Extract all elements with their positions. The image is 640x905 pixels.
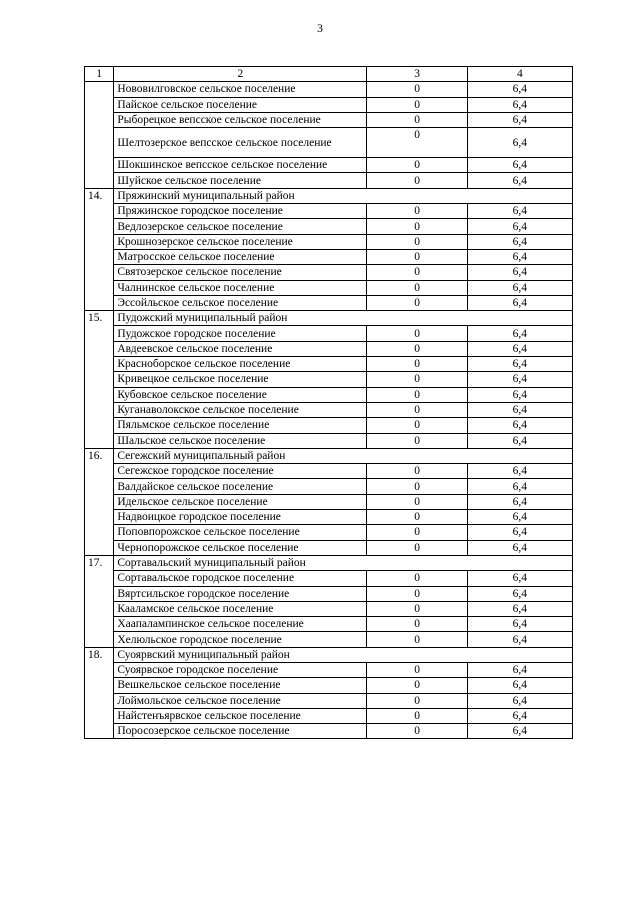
table-row: [85, 372, 573, 387]
value-col3: 0: [367, 494, 467, 509]
settlement-name: Идельское сельское поселение: [114, 494, 367, 509]
number-cell: [85, 219, 114, 234]
value-col4: 6,4: [467, 464, 572, 479]
value-col3: 0: [367, 387, 467, 402]
allocation-table: [84, 66, 573, 739]
value-col3: 0: [367, 82, 467, 97]
table-row: [85, 295, 573, 310]
value-col4: 6,4: [467, 234, 572, 249]
value-col4: 6,4: [467, 341, 572, 356]
value-col3: 0: [367, 617, 467, 632]
settlement-name: Вешкельское сельское поселение: [114, 678, 367, 693]
value-col4: 6,4: [467, 571, 572, 586]
settlement-name: Сегежское городское поселение: [114, 464, 367, 479]
table-row: [85, 387, 573, 402]
table-row: [85, 662, 573, 677]
value-col4: 6,4: [467, 204, 572, 219]
settlement-name: Пряжинское городское поселение: [114, 204, 367, 219]
value-col3: 0: [367, 540, 467, 555]
table-row: [85, 617, 573, 632]
district-row: [85, 555, 573, 570]
value-col4: 6,4: [467, 128, 572, 158]
value-col3: 0: [367, 219, 467, 234]
value-col4: 6,4: [467, 418, 572, 433]
table-row: [85, 204, 573, 219]
settlement-name: Пяльмское сельское поселение: [114, 418, 367, 433]
table-row: [85, 173, 573, 188]
value-col4: 6,4: [467, 494, 572, 509]
settlement-name: Поросозерское сельское поселение: [114, 724, 367, 739]
settlement-name: Рыборецкое вепсское сельское поселение: [114, 112, 367, 127]
settlement-name: Нововилговское сельское поселение: [114, 82, 367, 97]
table-body: [85, 67, 573, 739]
number-cell: [85, 326, 114, 341]
settlement-name: Матросское сельское поселение: [114, 249, 367, 264]
district-name: Пудожский муниципальный район: [114, 311, 573, 326]
table-row: [85, 128, 573, 158]
settlement-name: Кааламское сельское поселение: [114, 601, 367, 616]
table-row: [85, 632, 573, 647]
district-number: 18.: [85, 647, 114, 662]
settlement-name: Найстенъярвское сельское поселение: [114, 708, 367, 723]
number-cell: [85, 693, 114, 708]
number-cell: [85, 525, 114, 540]
value-col3: 0: [367, 265, 467, 280]
district-name: Сегежский муниципальный район: [114, 448, 573, 463]
settlement-name: Шокшинское вепсское сельское поселение: [114, 158, 367, 173]
value-col4: 6,4: [467, 158, 572, 173]
number-cell: [85, 265, 114, 280]
table-row: [85, 433, 573, 448]
number-cell: [85, 128, 114, 158]
value-col4: 6,4: [467, 693, 572, 708]
table-row: [85, 357, 573, 372]
number-cell: [85, 510, 114, 525]
number-cell: [85, 82, 114, 97]
number-cell: [85, 204, 114, 219]
number-cell: [85, 357, 114, 372]
number-cell: [85, 494, 114, 509]
settlement-name: Авдеевское сельское поселение: [114, 341, 367, 356]
settlement-name: Вяртсильское городское поселение: [114, 586, 367, 601]
settlement-name: Эссойльское сельское поселение: [114, 295, 367, 310]
value-col3: 0: [367, 158, 467, 173]
value-col4: 6,4: [467, 387, 572, 402]
value-col4: 6,4: [467, 402, 572, 417]
table-row: [85, 708, 573, 723]
value-col3: 0: [367, 479, 467, 494]
table-row: [85, 341, 573, 356]
settlement-name: Поповпорожское сельское поселение: [114, 525, 367, 540]
value-col4: 6,4: [467, 82, 572, 97]
value-col4: 6,4: [467, 97, 572, 112]
settlement-name: Шелтозерское вепсское сельское поселение: [114, 128, 367, 158]
value-col4: 6,4: [467, 510, 572, 525]
number-cell: [85, 97, 114, 112]
district-row: [85, 448, 573, 463]
value-col4: 6,4: [467, 219, 572, 234]
value-col3: 0: [367, 234, 467, 249]
value-col3: 0: [367, 97, 467, 112]
value-col3: 0: [367, 173, 467, 188]
settlement-name: Шальское сельское поселение: [114, 433, 367, 448]
number-cell: [85, 540, 114, 555]
table-row: [85, 601, 573, 616]
district-number: 16.: [85, 448, 114, 463]
value-col4: 6,4: [467, 280, 572, 295]
value-col4: 6,4: [467, 173, 572, 188]
value-col4: 6,4: [467, 724, 572, 739]
settlement-name: Пайское сельское поселение: [114, 97, 367, 112]
header-cell: 2: [114, 67, 367, 82]
value-col3: 0: [367, 464, 467, 479]
number-cell: [85, 586, 114, 601]
district-number: 14.: [85, 188, 114, 203]
number-cell: [85, 433, 114, 448]
settlement-name: Кривецкое сельское поселение: [114, 372, 367, 387]
value-col3: 0: [367, 433, 467, 448]
district-number: 15.: [85, 311, 114, 326]
value-col4: 6,4: [467, 249, 572, 264]
number-cell: [85, 724, 114, 739]
settlement-name: Чалнинское сельское поселение: [114, 280, 367, 295]
settlement-name: Ведлозерское сельское поселение: [114, 219, 367, 234]
number-cell: [85, 479, 114, 494]
value-col4: 6,4: [467, 632, 572, 647]
district-number: 17.: [85, 555, 114, 570]
table-header-row: [85, 67, 573, 82]
value-col3: 0: [367, 249, 467, 264]
table-row: [85, 724, 573, 739]
page-number: 3: [317, 21, 323, 35]
table-row: [85, 678, 573, 693]
number-cell: [85, 601, 114, 616]
header-cell: 1: [85, 67, 114, 82]
value-col3: 0: [367, 586, 467, 601]
value-col4: 6,4: [467, 479, 572, 494]
value-col4: 6,4: [467, 525, 572, 540]
value-col4: 6,4: [467, 112, 572, 127]
settlement-name: Куганаволокское сельское поселение: [114, 402, 367, 417]
number-cell: [85, 295, 114, 310]
table-row: [85, 326, 573, 341]
table-row: [85, 158, 573, 173]
value-col3: 0: [367, 295, 467, 310]
district-name: Сортавальский муниципальный район: [114, 555, 573, 570]
number-cell: [85, 341, 114, 356]
number-cell: [85, 708, 114, 723]
table-row: [85, 402, 573, 417]
value-col3: 0: [367, 693, 467, 708]
value-col4: 6,4: [467, 433, 572, 448]
value-col3: 0: [367, 662, 467, 677]
number-cell: [85, 387, 114, 402]
settlement-name: Хелюльское городское поселение: [114, 632, 367, 647]
settlement-name: Красноборское сельское поселение: [114, 357, 367, 372]
value-col4: 6,4: [467, 662, 572, 677]
number-cell: [85, 571, 114, 586]
table-row: [85, 418, 573, 433]
number-cell: [85, 372, 114, 387]
value-col3: 0: [367, 510, 467, 525]
value-col3: 0: [367, 418, 467, 433]
value-col4: 6,4: [467, 586, 572, 601]
number-cell: [85, 464, 114, 479]
value-col3: 0: [367, 601, 467, 616]
number-cell: [85, 678, 114, 693]
table-row: [85, 479, 573, 494]
value-col3: 0: [367, 402, 467, 417]
table-row: [85, 540, 573, 555]
table-row: [85, 265, 573, 280]
table-row: [85, 97, 573, 112]
value-col3: 0: [367, 525, 467, 540]
number-cell: [85, 662, 114, 677]
settlement-name: Хаапалампинское сельское поселение: [114, 617, 367, 632]
table-row: [85, 525, 573, 540]
settlement-name: Кубовское сельское поселение: [114, 387, 367, 402]
value-col4: 6,4: [467, 357, 572, 372]
settlement-name: Крошнозерское сельское поселение: [114, 234, 367, 249]
value-col3: 0: [367, 341, 467, 356]
number-cell: [85, 402, 114, 417]
number-cell: [85, 632, 114, 647]
number-cell: [85, 249, 114, 264]
value-col3: 0: [367, 204, 467, 219]
value-col3: 0: [367, 571, 467, 586]
value-col3: 0: [367, 678, 467, 693]
value-col4: 6,4: [467, 265, 572, 280]
settlement-name: Надвоицкое городское поселение: [114, 510, 367, 525]
header-cell: 4: [467, 67, 572, 82]
table-row: [85, 280, 573, 295]
value-col3: 0: [367, 128, 467, 158]
value-col4: 6,4: [467, 540, 572, 555]
settlement-name: Святозерское сельское поселение: [114, 265, 367, 280]
settlement-name: Лоймольское сельское поселение: [114, 693, 367, 708]
value-col4: 6,4: [467, 372, 572, 387]
value-col4: 6,4: [467, 326, 572, 341]
table-row: [85, 249, 573, 264]
number-cell: [85, 173, 114, 188]
district-row: [85, 647, 573, 662]
number-cell: [85, 617, 114, 632]
value-col3: 0: [367, 280, 467, 295]
number-cell: [85, 112, 114, 127]
settlement-name: Шуйское сельское поселение: [114, 173, 367, 188]
value-col3: 0: [367, 357, 467, 372]
table-row: [85, 586, 573, 601]
table-row: [85, 571, 573, 586]
table-row: [85, 82, 573, 97]
number-cell: [85, 158, 114, 173]
settlement-name: Суоярвское городское поселение: [114, 662, 367, 677]
value-col4: 6,4: [467, 678, 572, 693]
table-row: [85, 234, 573, 249]
table-row: [85, 219, 573, 234]
number-cell: [85, 418, 114, 433]
table-row: [85, 464, 573, 479]
value-col4: 6,4: [467, 601, 572, 616]
table-row: [85, 494, 573, 509]
value-col3: 0: [367, 112, 467, 127]
value-col3: 0: [367, 632, 467, 647]
table-row: [85, 693, 573, 708]
settlement-name: Сортавальское городское поселение: [114, 571, 367, 586]
value-col3: 0: [367, 326, 467, 341]
value-col4: 6,4: [467, 708, 572, 723]
value-col3: 0: [367, 372, 467, 387]
value-col4: 6,4: [467, 295, 572, 310]
district-row: [85, 311, 573, 326]
table-row: [85, 510, 573, 525]
settlement-name: Пудожское городское поселение: [114, 326, 367, 341]
settlement-name: Чернопорожское сельское поселение: [114, 540, 367, 555]
table-row: [85, 112, 573, 127]
value-col3: 0: [367, 724, 467, 739]
number-cell: [85, 280, 114, 295]
header-cell: 3: [367, 67, 467, 82]
district-name: Пряжинский муниципальный район: [114, 188, 573, 203]
district-row: [85, 188, 573, 203]
number-cell: [85, 234, 114, 249]
value-col4: 6,4: [467, 617, 572, 632]
district-name: Суоярвский муниципальный район: [114, 647, 573, 662]
value-col3: 0: [367, 708, 467, 723]
settlement-name: Валдайское сельское поселение: [114, 479, 367, 494]
